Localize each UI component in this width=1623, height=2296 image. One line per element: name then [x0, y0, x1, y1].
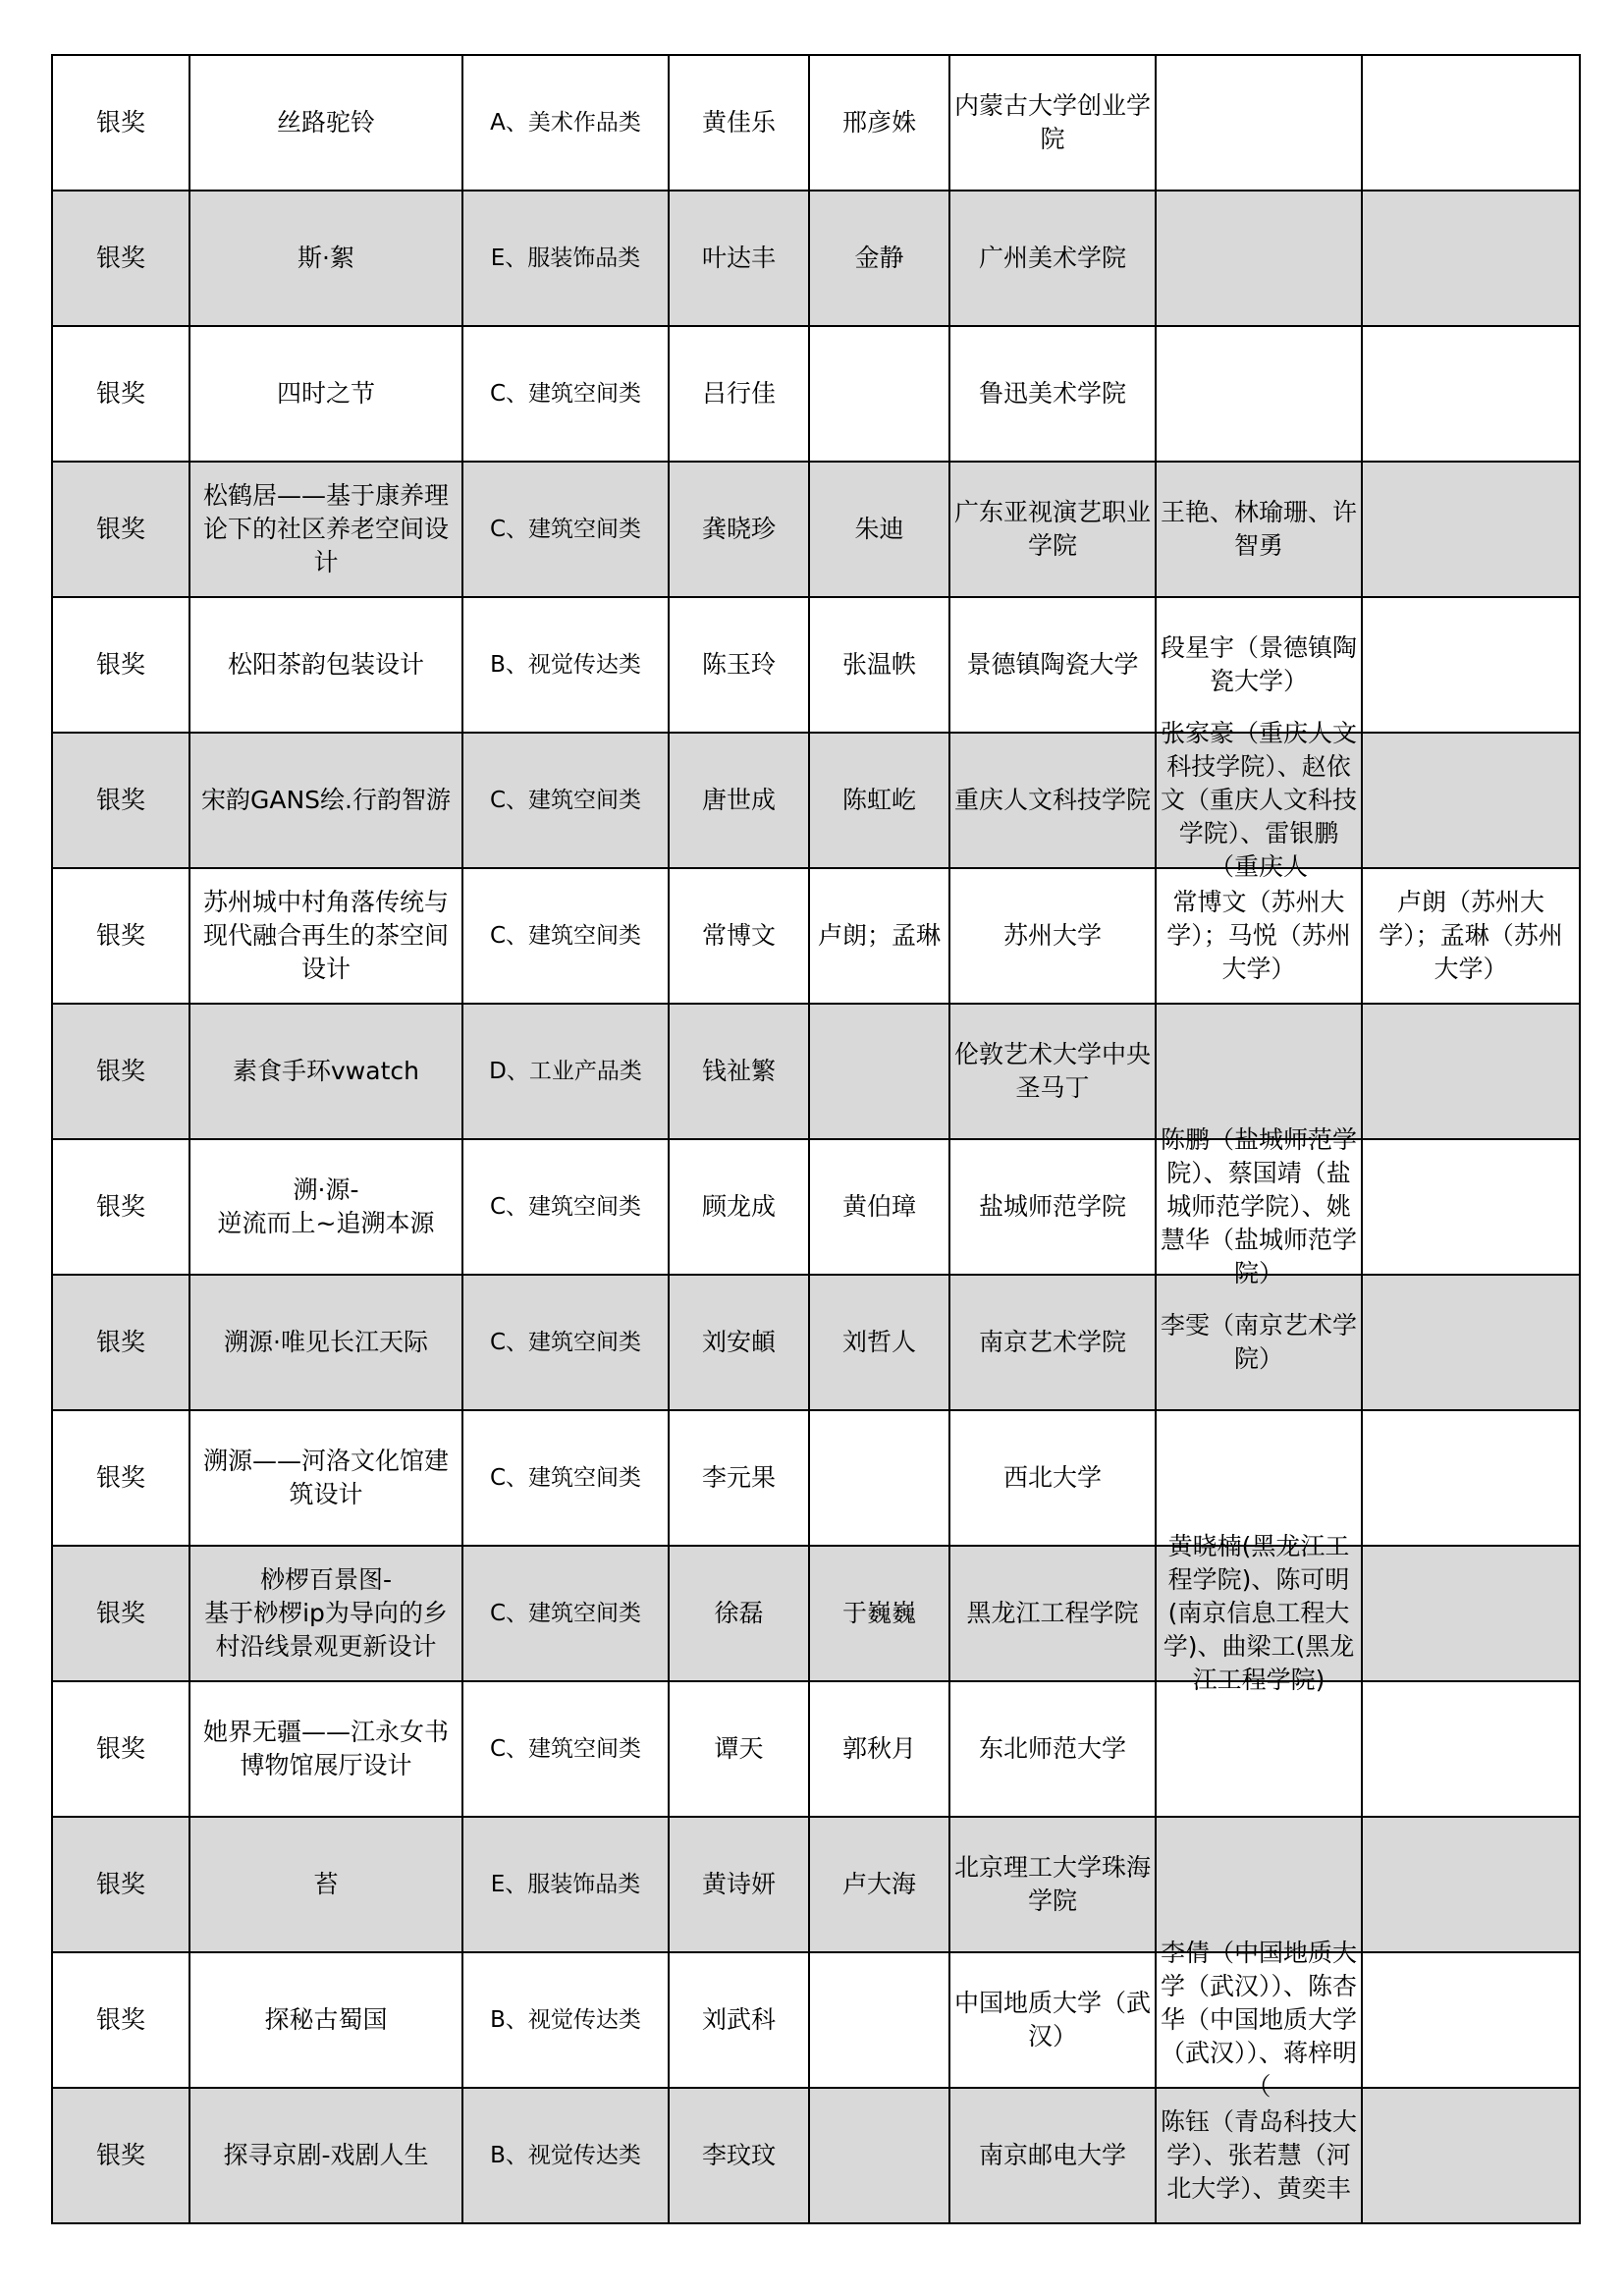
- author-cell: [669, 733, 809, 868]
- title-cell: [189, 597, 462, 733]
- table-row: [52, 1004, 1580, 1139]
- category-cell-text: E、服装饰品类: [490, 1872, 641, 1897]
- advisor-cell: [809, 1410, 949, 1546]
- author-cell-text: 叶达丰: [701, 244, 776, 272]
- award-cell-text: 银奖: [95, 786, 145, 814]
- award-cell-text: 银奖: [95, 244, 145, 272]
- team-members-cell: [1156, 1004, 1362, 1139]
- school-cell-text: 苏州大学: [1002, 921, 1102, 950]
- title-cell-text: 苔: [313, 1870, 339, 1898]
- title-cell-text: 四时之节: [276, 379, 375, 408]
- table-row: [52, 597, 1580, 733]
- author-cell: [669, 2088, 809, 2223]
- title-cell: [189, 1275, 462, 1410]
- school-cell-text: 景德镇陶瓷大学: [966, 650, 1139, 679]
- award-cell-text: 银奖: [95, 108, 145, 137]
- advisor-affiliation-cell: [1362, 597, 1580, 733]
- author-cell-text: 唐世成: [701, 786, 776, 814]
- title-cell-text: 她界无疆——江永女书博物馆展厅设计: [202, 1718, 449, 1779]
- school-cell-text: 中国地质大学（武汉）: [954, 1989, 1152, 2050]
- advisor-cell: [809, 1681, 949, 1817]
- advisor-cell-text: 陈虹屹: [841, 786, 916, 814]
- award-cell: [52, 326, 189, 462]
- award-cell-text: 银奖: [95, 1870, 145, 1898]
- advisor-cell-text: 邢彦姝: [841, 108, 916, 137]
- author-cell-text: 刘武科: [701, 2005, 776, 2034]
- table-row: [52, 462, 1580, 597]
- category-cell-text: C、建筑空间类: [489, 1465, 642, 1491]
- title-cell-text: 松阳茶韵包装设计: [227, 650, 424, 679]
- award-cell: [52, 55, 189, 191]
- title-cell: [189, 1681, 462, 1817]
- table-row: [52, 55, 1580, 191]
- award-cell: [52, 1546, 189, 1681]
- award-cell: [52, 1139, 189, 1275]
- team-members-cell: [1156, 1532, 1362, 1694]
- author-cell: [669, 1817, 809, 1952]
- advisor-cell-text: 张温帙: [841, 650, 916, 679]
- author-cell-text: 顾龙成: [701, 1192, 776, 1221]
- advisor-cell-text: 郭秋月: [841, 1734, 916, 1763]
- school-cell-text: 鲁迅美术学院: [978, 379, 1126, 408]
- team-members-cell: [1156, 719, 1362, 881]
- category-cell-text: B、视觉传达类: [490, 2007, 641, 2033]
- award-cell: [52, 2088, 189, 2223]
- title-cell: [189, 1952, 462, 2088]
- author-cell-text: 黄佳乐: [701, 108, 776, 137]
- advisor-cell: [809, 1139, 949, 1275]
- title-cell-text: 松鹤居——基于康养理论下的社区养老空间设计: [202, 481, 449, 576]
- title-cell: [189, 2088, 462, 2223]
- team-members-cell: [1156, 2088, 1362, 2223]
- table-row: [52, 1139, 1580, 1275]
- table-row: [52, 1817, 1580, 1952]
- school-cell-text: 伦敦艺术大学中央圣马丁: [954, 1040, 1152, 1102]
- school-cell-text: 北京理工大学珠海学院: [954, 1853, 1152, 1915]
- category-cell-text: C、建筑空间类: [489, 1194, 642, 1220]
- team-members-cell: [1156, 1817, 1362, 1952]
- advisor-cell: [809, 1004, 949, 1139]
- category-cell-text: C、建筑空间类: [489, 1736, 642, 1762]
- advisor-cell: [809, 1817, 949, 1952]
- category-cell: [462, 1952, 669, 2088]
- advisor-cell: [809, 597, 949, 733]
- school-cell: [949, 1546, 1156, 1681]
- category-cell: [462, 1410, 669, 1546]
- author-cell-text: 刘安頔: [701, 1328, 776, 1356]
- award-cell: [52, 868, 189, 1004]
- advisor-affiliation-cell: [1362, 1410, 1580, 1546]
- advisor-affiliation-cell: [1362, 1952, 1580, 2088]
- school-cell: [949, 868, 1156, 1004]
- award-cell: [52, 1817, 189, 1952]
- award-cell-text: 银奖: [95, 921, 145, 950]
- school-cell-text: 盐城师范学院: [978, 1192, 1126, 1221]
- team-members-cell-text: 陈鹏（盐城师范学院）、蔡国靖（盐城师范学院）、姚慧华（盐城师范学院）: [1161, 1125, 1358, 1287]
- title-cell-text: 探寻京剧-戏剧人生: [223, 2141, 429, 2169]
- title-cell: [189, 1410, 462, 1546]
- award-cell: [52, 733, 189, 868]
- team-members-cell: [1156, 326, 1362, 462]
- award-table-body: [52, 55, 1580, 2223]
- team-members-cell: [1156, 868, 1362, 1004]
- advisor-cell: [809, 55, 949, 191]
- advisor-affiliation-cell: [1362, 1546, 1580, 1681]
- author-cell: [669, 868, 809, 1004]
- award-cell: [52, 462, 189, 597]
- school-cell: [949, 733, 1156, 868]
- title-cell: [189, 1817, 462, 1952]
- team-members-cell: [1156, 191, 1362, 326]
- title-cell: [189, 462, 462, 597]
- award-cell-text: 银奖: [95, 379, 145, 408]
- award-cell-text: 银奖: [95, 2005, 145, 2034]
- school-cell: [949, 1817, 1156, 1952]
- award-cell: [52, 1275, 189, 1410]
- category-cell-text: C、建筑空间类: [489, 1601, 642, 1626]
- category-cell: [462, 1817, 669, 1952]
- author-cell-text: 李元果: [701, 1463, 776, 1492]
- author-cell-text: 龚晓珍: [701, 515, 776, 543]
- advisor-affiliation-cell: [1362, 55, 1580, 191]
- award-cell-text: 银奖: [95, 1734, 145, 1763]
- author-cell-text: 黄诗妍: [701, 1870, 776, 1898]
- school-cell-text: 西北大学: [1002, 1463, 1102, 1492]
- award-table-sheet: [51, 54, 1579, 2224]
- category-cell-text: E、服装饰品类: [490, 246, 641, 271]
- author-cell-text: 谭天: [714, 1734, 764, 1763]
- category-cell-text: C、建筑空间类: [489, 381, 642, 407]
- advisor-cell-text: 黄伯璋: [841, 1192, 916, 1221]
- school-cell: [949, 1275, 1156, 1410]
- table-row: [52, 868, 1580, 1004]
- award-cell-text: 银奖: [95, 650, 145, 679]
- school-cell: [949, 1410, 1156, 1546]
- title-cell-text: 苏州城中村角落传统与现代融合再生的茶空间设计: [202, 888, 449, 983]
- category-cell-text: C、建筑空间类: [489, 1330, 642, 1355]
- award-cell-text: 银奖: [95, 1057, 145, 1085]
- category-cell-text: A、美术作品类: [490, 110, 641, 136]
- author-cell: [669, 1139, 809, 1275]
- advisor-cell-text: 朱迪: [854, 515, 904, 543]
- advisor-affiliation-cell: [1362, 2088, 1580, 2223]
- advisor-cell: [809, 1546, 949, 1681]
- team-members-cell-text: 王艳、林瑜珊、许智勇: [1161, 498, 1358, 560]
- award-cell-text: 银奖: [95, 1192, 145, 1221]
- author-cell-text: 常博文: [701, 921, 776, 950]
- table-row: [52, 326, 1580, 462]
- school-cell: [949, 1139, 1156, 1275]
- table-row: [52, 1275, 1580, 1410]
- table-row: [52, 1952, 1580, 2088]
- advisor-cell: [809, 733, 949, 868]
- author-cell-text: 吕行佳: [701, 379, 776, 408]
- team-members-cell: [1156, 462, 1362, 597]
- title-cell-text: 斯·絮: [298, 244, 354, 272]
- school-cell: [949, 1952, 1156, 2088]
- advisor-cell: [809, 868, 949, 1004]
- award-cell: [52, 191, 189, 326]
- table-row: [52, 191, 1580, 326]
- author-cell: [669, 55, 809, 191]
- title-cell: [189, 1004, 462, 1139]
- author-cell: [669, 1952, 809, 2088]
- school-cell: [949, 1681, 1156, 1817]
- award-cell-text: 银奖: [95, 2141, 145, 2169]
- advisor-affiliation-cell: [1362, 326, 1580, 462]
- school-cell: [949, 191, 1156, 326]
- title-cell: [189, 868, 462, 1004]
- category-cell-text: C、建筑空间类: [489, 517, 642, 542]
- school-cell: [949, 462, 1156, 597]
- category-cell: [462, 1139, 669, 1275]
- title-cell-text: 丝路驼铃: [276, 108, 375, 137]
- table-row: [52, 2088, 1580, 2223]
- award-cell: [52, 1004, 189, 1139]
- title-cell-text: 探秘古蜀国: [264, 2005, 388, 2034]
- author-cell: [669, 1275, 809, 1410]
- school-cell-text: 南京邮电大学: [978, 2141, 1126, 2169]
- school-cell: [949, 597, 1156, 733]
- school-cell-text: 广州美术学院: [978, 244, 1126, 272]
- advisor-affiliation-cell: [1362, 462, 1580, 597]
- advisor-cell: [809, 1275, 949, 1410]
- advisor-cell-text: 卢大海: [841, 1870, 916, 1898]
- author-cell: [669, 597, 809, 733]
- advisor-cell: [809, 1952, 949, 2088]
- award-cell: [52, 1410, 189, 1546]
- team-members-cell: [1156, 1410, 1362, 1546]
- award-cell-text: 银奖: [95, 1599, 145, 1627]
- advisor-affiliation-cell: [1362, 1275, 1580, 1410]
- advisor-cell-text: 卢朗；孟琳: [817, 921, 941, 950]
- advisor-affiliation-cell-text: 卢朗（苏州大学）；孟琳（苏州大学）: [1379, 888, 1563, 983]
- category-cell: [462, 326, 669, 462]
- award-cell-text: 银奖: [95, 1463, 145, 1492]
- table-row: [52, 1681, 1580, 1817]
- award-cell: [52, 1681, 189, 1817]
- advisor-affiliation-cell: [1362, 1681, 1580, 1817]
- category-cell: [462, 597, 669, 733]
- award-cell: [52, 597, 189, 733]
- team-members-cell-text: 段星宇（景德镇陶瓷大学）: [1161, 633, 1358, 695]
- advisor-cell-text: 金静: [854, 244, 904, 272]
- advisor-affiliation-cell: [1362, 1139, 1580, 1275]
- school-cell: [949, 326, 1156, 462]
- team-members-cell: [1156, 597, 1362, 733]
- title-cell-text: 溯·源- 逆流而上~追溯本源: [217, 1175, 435, 1237]
- team-members-cell: [1156, 1939, 1362, 2101]
- author-cell-text: 徐磊: [714, 1599, 764, 1627]
- team-members-cell-text: 李倩（中国地质大学（武汉））、陈杏华（中国地质大学（武汉））、蒋梓明（: [1161, 1939, 1358, 2101]
- category-cell: [462, 1681, 669, 1817]
- author-cell: [669, 326, 809, 462]
- title-cell-text: 溯源·唯见长江天际: [224, 1328, 428, 1356]
- category-cell: [462, 868, 669, 1004]
- title-cell: [189, 326, 462, 462]
- team-members-cell-text: 黄晓楠(黑龙江工程学院)、陈可明(南京信息工程大学)、曲梁工(黑龙江工程学院): [1163, 1532, 1355, 1694]
- author-cell: [669, 462, 809, 597]
- team-members-cell: [1156, 1681, 1362, 1817]
- category-cell: [462, 1275, 669, 1410]
- author-cell: [669, 1410, 809, 1546]
- advisor-cell-text: 刘哲人: [841, 1328, 916, 1356]
- award-table: [51, 54, 1581, 2224]
- author-cell: [669, 191, 809, 326]
- category-cell-text: C、建筑空间类: [489, 788, 642, 813]
- award-cell: [52, 1952, 189, 2088]
- advisor-cell-text: 于巍巍: [841, 1599, 916, 1627]
- team-members-cell-text: 常博文（苏州大学）；马悦（苏州大学）: [1166, 888, 1351, 983]
- advisor-affiliation-cell: [1362, 733, 1580, 868]
- advisor-affiliation-cell: [1362, 868, 1580, 1004]
- school-cell-text: 重庆人文科技学院: [954, 786, 1152, 814]
- category-cell: [462, 462, 669, 597]
- team-members-cell: [1156, 1125, 1362, 1287]
- team-members-cell: [1156, 55, 1362, 191]
- team-members-cell: [1156, 1275, 1362, 1410]
- category-cell-text: D、工业产品类: [489, 1059, 642, 1084]
- title-cell: [189, 191, 462, 326]
- category-cell-text: B、视觉传达类: [490, 652, 641, 678]
- author-cell: [669, 1546, 809, 1681]
- advisor-cell: [809, 191, 949, 326]
- team-members-cell-text: 李雯（南京艺术学院）: [1161, 1311, 1358, 1373]
- title-cell: [189, 1546, 462, 1681]
- author-cell: [669, 1681, 809, 1817]
- category-cell: [462, 733, 669, 868]
- school-cell-text: 广东亚视演艺职业学院: [954, 498, 1152, 560]
- category-cell: [462, 191, 669, 326]
- category-cell-text: B、视觉传达类: [490, 2143, 641, 2168]
- school-cell-text: 内蒙古大学创业学院: [954, 91, 1152, 153]
- school-cell-text: 黑龙江工程学院: [966, 1599, 1139, 1627]
- title-cell-text: 桫椤百景图- 基于桫椤ip为导向的乡村沿线景观更新设计: [204, 1565, 448, 1661]
- advisor-affiliation-cell: [1362, 1817, 1580, 1952]
- title-cell: [189, 55, 462, 191]
- award-cell-text: 银奖: [95, 515, 145, 543]
- school-cell-text: 东北师范大学: [978, 1734, 1126, 1763]
- author-cell: [669, 1004, 809, 1139]
- title-cell-text: 宋韵GANS绘.行韵智游: [201, 786, 451, 814]
- category-cell: [462, 1546, 669, 1681]
- school-cell: [949, 55, 1156, 191]
- advisor-cell: [809, 462, 949, 597]
- category-cell: [462, 1004, 669, 1139]
- category-cell: [462, 55, 669, 191]
- team-members-cell-text: 陈钰（青岛科技大学）、张若慧（河北大学）、黄奕丰: [1161, 2107, 1358, 2203]
- title-cell: [189, 1139, 462, 1275]
- award-cell-text: 银奖: [95, 1328, 145, 1356]
- title-cell-text: 素食手环vwatch: [233, 1057, 419, 1085]
- advisor-cell: [809, 2088, 949, 2223]
- category-cell-text: C、建筑空间类: [489, 923, 642, 949]
- author-cell-text: 陈玉玲: [701, 650, 776, 679]
- table-row: [52, 733, 1580, 868]
- advisor-affiliation-cell: [1362, 191, 1580, 326]
- table-row: [52, 1546, 1580, 1681]
- title-cell: [189, 733, 462, 868]
- school-cell: [949, 1004, 1156, 1139]
- title-cell-text: 溯源——河洛文化馆建筑设计: [202, 1447, 449, 1508]
- school-cell-text: 南京艺术学院: [978, 1328, 1126, 1356]
- advisor-affiliation-cell: [1362, 1004, 1580, 1139]
- author-cell-text: 李玟玟: [701, 2141, 776, 2169]
- school-cell: [949, 2088, 1156, 2223]
- category-cell: [462, 2088, 669, 2223]
- table-row: [52, 1410, 1580, 1546]
- team-members-cell-text: 张家豪（重庆人文科技学院）、赵依文（重庆人文科技学院）、雷银鹏（重庆人: [1161, 719, 1358, 881]
- advisor-cell: [809, 326, 949, 462]
- author-cell-text: 钱祉繁: [701, 1057, 776, 1085]
